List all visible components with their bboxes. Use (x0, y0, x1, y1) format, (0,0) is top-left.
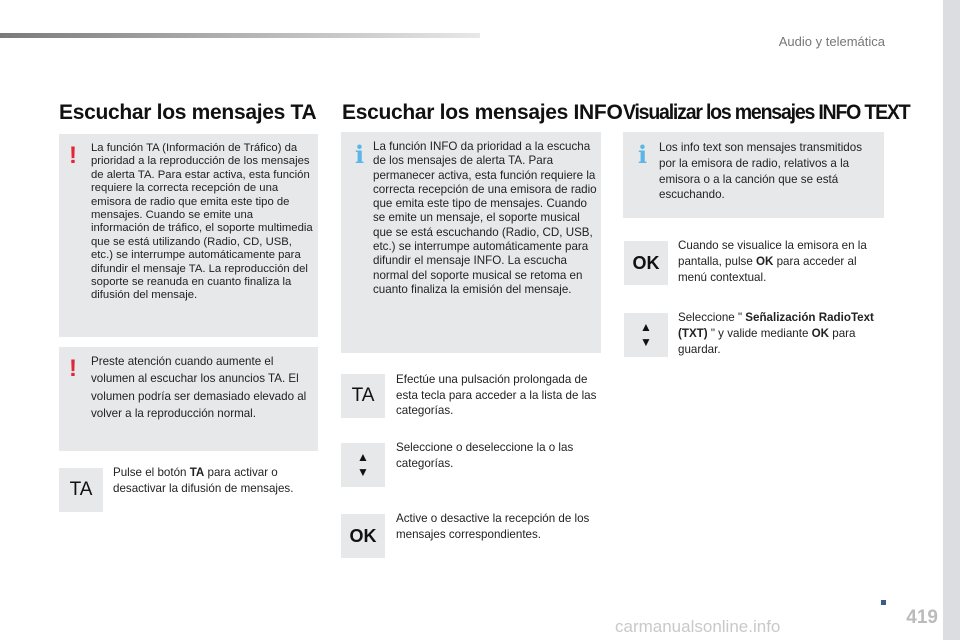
info-text-info: La función INFO da prioridad a la escucha de los mensajes de alerta TA. Para permanecer activa, esta función requiere la correcta recepción de una emisora de radio que emita este tipo de mensajes. Cuando se emite un mensaje, el soporte musical que se está escuchando (Radio, CD, USB, etc.) se interrumpe automáticamente para difundir el mensaje INFO. La escucha normal del soporte musical se retoma en cuanto finaliza la emisión del mensaje. (373, 140, 597, 296)
ok-button-icon: OK (624, 241, 668, 285)
page-number: 419 (906, 607, 938, 628)
instruction-ta: Pulse el botón TA para activar o desactivar la difusión de mensajes. (113, 466, 294, 495)
up-arrow-icon: ▲ (357, 450, 369, 464)
up-down-arrows-icon (341, 443, 385, 487)
warning-text-volume: Preste atención cuando aumente el volumen al escuchar los anuncios TA. El volumen podría ser demasiado elevado al volver a la reproducción normal. (91, 355, 307, 421)
instruction-select-radiotext: Seleccione " Señalización RadioText (TXT) " y valide mediante OK para guardar. (678, 311, 874, 356)
watermark: carmanualsonline.info (615, 617, 781, 636)
heading-ta: Escuchar los mensajes TA (59, 101, 317, 124)
instruction-long-press: Efectúe una pulsación prolongada de esta tecla para acceder a la lista de las categorías. (396, 373, 597, 418)
warning-text-ta: La función TA (Información de Tráfico) da prioridad a la reproducción de los mensajes de alerta TA. Para estar activa, esta función requiere la correcta recepción de una emisora de radio que emita este tipo de mensajes. Cuando se emite una información de tráfico, el soporte multimedia que se está utilizando (Radio, CD, USB, etc.) se interrumpe automáticamente para difundir el mensaje TA. La reproducción del soporte se reanuda en cuanto finaliza la difusión del mensaje. (91, 142, 313, 302)
page-marker (881, 600, 886, 605)
ok-button-icon: OK (341, 514, 385, 558)
warning-icon: ! (69, 142, 77, 169)
page-edge-bar (943, 0, 960, 640)
section-title: Audio y telemática (778, 34, 885, 49)
down-arrow-icon: ▼ (357, 465, 369, 479)
heading-info-text: Visualizar los mensajes INFO TEXT (623, 101, 910, 124)
instruction-select-categories: Seleccione o deseleccione la o las categorías. (396, 441, 574, 470)
up-down-arrows-icon (624, 313, 668, 357)
ta-button-icon: TA (341, 374, 385, 418)
up-arrow-icon: ▲ (640, 320, 652, 334)
ta-button-icon: TA (59, 468, 103, 512)
instruction-context-menu: Cuando se visualice la emisora en la pantalla, pulse OK para acceder al menú contextual. (678, 239, 867, 284)
info-text-info-text: Los info text son mensajes transmitidos por la emisora de radio, relativos a la emisora o a la canción que se está escuchando. (659, 141, 862, 202)
heading-info: Escuchar los mensajes INFO (342, 101, 623, 124)
info-icon: i (638, 140, 648, 169)
down-arrow-icon: ▼ (640, 335, 652, 349)
header-rule (0, 33, 480, 38)
instruction-activate-reception: Active o desactive la recepción de los mensajes correspondientes. (396, 512, 590, 541)
warning-icon: ! (69, 355, 77, 382)
info-icon: i (355, 140, 365, 169)
